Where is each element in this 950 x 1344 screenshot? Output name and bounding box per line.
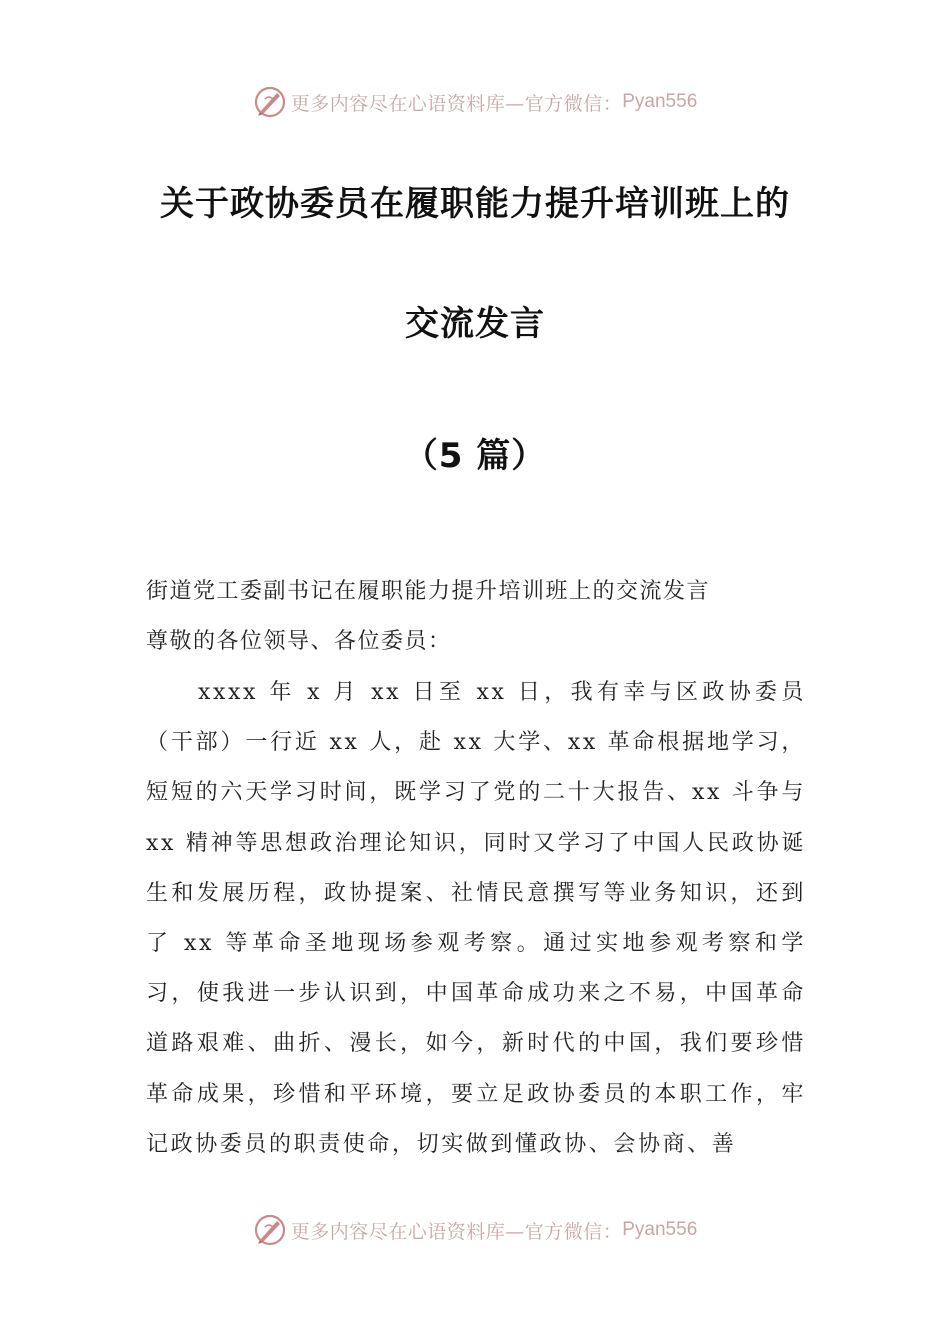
wechat-id: Pyan556 <box>622 91 698 112</box>
document-title-line-2: 交流发言 <box>405 304 545 344</box>
banner-text: 更多内容尽在心语资料库—官方微信： <box>290 1220 623 1243</box>
body-paragraph: xxxx 年 x 月 xx 日至 xx 日，我有幸与区政协委员（干部）一行近 xx 人，赴 xx 大学、xx 革命根据地学习，短短的六天学习时间，既学习了党的二十大报告、xx 斗争与 xx 精神等思想政治理论知识，同时又学习了中国人民政协诞生和发展历程，政协提案、社情民意撰写等业务知识，还到了 xx 等革命圣地现场参观考察。通过实地参观考察和学习，使我进一步认识到，中国革命成功来之不易，中国革命道路艰难、曲折、漫长，如今，新时代的中国，我们要珍惜革命成果，珍惜和平环境，要立足政协委员的本职工作，牢记政协委员的职责使命，切实做到懂政协、会协商、善 <box>146 680 806 1157</box>
header-banner <box>0 82 950 122</box>
document-title-count: （5 篇） <box>403 436 547 476</box>
wechat-id: Pyan556 <box>622 1219 698 1240</box>
banner-text: 更多内容尽在心语资料库—官方微信： <box>290 92 623 115</box>
footer-banner <box>0 1210 950 1250</box>
pen-seal-icon <box>253 1213 287 1247</box>
salutation: 尊敬的各位领导、各位委员： <box>146 629 452 654</box>
pen-seal-icon <box>253 85 287 119</box>
document-title-line-1: 关于政协委员在履职能力提升培训班上的 <box>160 184 790 224</box>
section-subtitle: 街道党工委副书记在履职能力提升培训班上的交流发言 <box>146 579 711 604</box>
